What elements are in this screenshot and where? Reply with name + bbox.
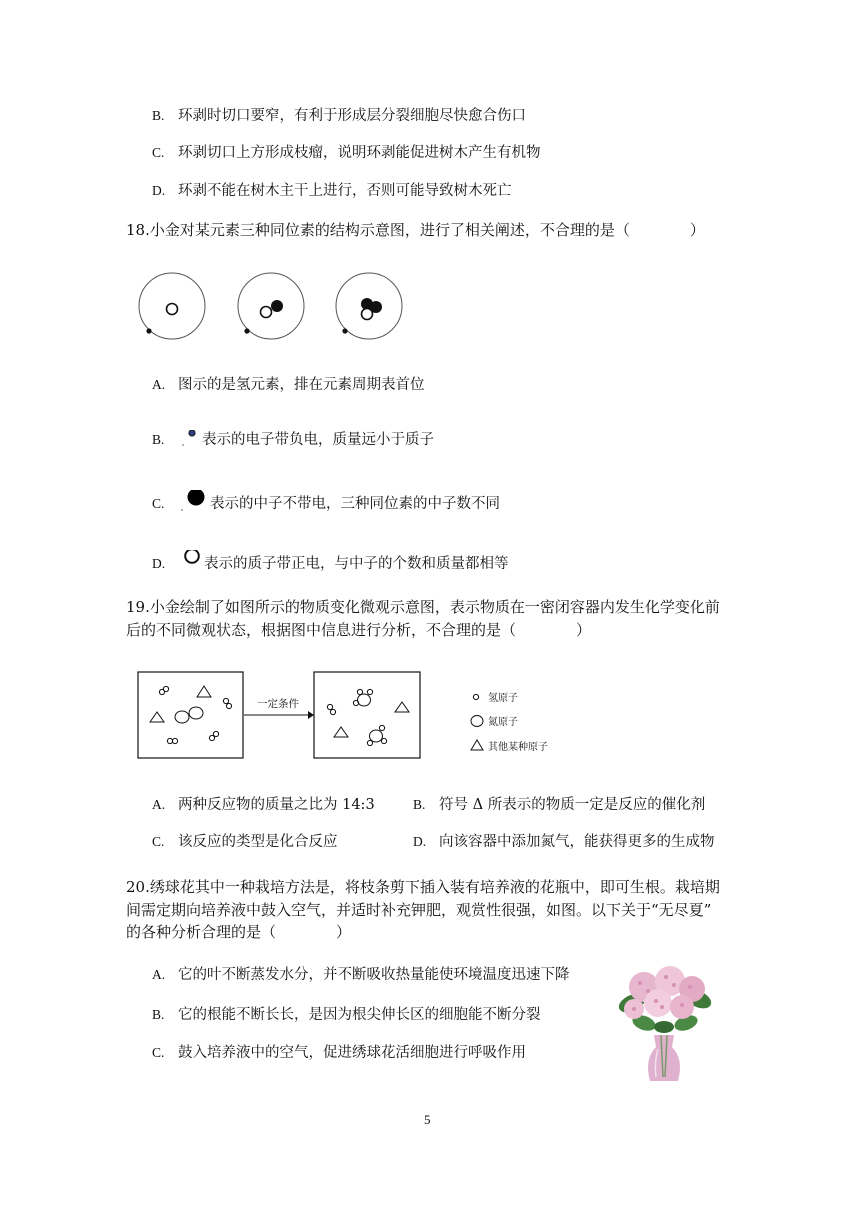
arrow-label: 一定条件 bbox=[257, 698, 299, 710]
q19-stem-line1: 19.小金绘制了如图所示的物质变化微观示意图，表示物质在一密闭容器内发生化学变化前 bbox=[126, 598, 720, 616]
q19-option-d bbox=[413, 832, 715, 852]
option-letter: C. bbox=[152, 145, 165, 160]
q17-option-c bbox=[152, 143, 541, 163]
option-letter: C. bbox=[152, 1045, 165, 1060]
option-letter: D. bbox=[152, 556, 166, 571]
q18-option-b bbox=[152, 430, 434, 450]
option-letter: D. bbox=[152, 183, 166, 198]
option-letter: B. bbox=[152, 108, 165, 123]
option-letter: A. bbox=[152, 797, 166, 812]
q18-stem: 18.小金对某元素三种同位素的结构示意图，进行了相关阐述，不合理的是（ ） bbox=[126, 221, 705, 239]
option-letter: B. bbox=[152, 1007, 165, 1022]
option-letter: B. bbox=[152, 432, 165, 447]
q19-option-c bbox=[152, 832, 338, 852]
option-text: 两种反应物的质量之比为 14:3 bbox=[178, 797, 375, 813]
proton bbox=[261, 307, 272, 318]
legend-hydrogen-icon bbox=[473, 694, 478, 699]
option-text: 环剥时切口要窄，有利于形成层分裂细胞尽快愈合伤口 bbox=[178, 108, 526, 124]
q18-isotope-diagram bbox=[130, 266, 420, 346]
electron bbox=[244, 328, 249, 333]
isotope-1 bbox=[139, 273, 205, 339]
after-particles bbox=[327, 689, 409, 745]
proton-symbol-icon bbox=[178, 550, 204, 574]
isotope-2 bbox=[238, 273, 304, 339]
before-particles bbox=[150, 686, 232, 744]
option-text: 它的根能不断长长，是因为根尖伸长区的细胞能不断分裂 bbox=[178, 1007, 541, 1023]
legend-other-icon bbox=[471, 740, 483, 750]
option-text: 表示的电子带负电，质量远小于质子 bbox=[202, 432, 434, 448]
option-letter: D. bbox=[413, 834, 427, 849]
proton bbox=[362, 309, 373, 320]
q18-option-a bbox=[152, 375, 425, 395]
option-letter: B. bbox=[413, 797, 426, 812]
option-text: 环剥切口上方形成枝瘤，说明环剥能促进树木产生有机物 bbox=[178, 145, 541, 161]
q19-option-a bbox=[152, 795, 375, 815]
legend-other-label: 其他某种原子 bbox=[488, 742, 548, 753]
isotope-3 bbox=[336, 273, 402, 339]
q19-reaction-diagram bbox=[136, 670, 736, 760]
hydrangea-vase-image bbox=[614, 965, 714, 1087]
q18-option-c bbox=[152, 490, 500, 514]
option-letter: A. bbox=[152, 967, 166, 982]
neutron bbox=[271, 300, 283, 312]
neutron-symbol-icon bbox=[178, 490, 210, 514]
option-text: 表示的中子不带电，三种同位素的中子数不同 bbox=[210, 496, 500, 512]
after-box bbox=[314, 672, 420, 758]
option-letter: C. bbox=[152, 496, 165, 511]
q20-option-b bbox=[152, 1005, 541, 1025]
legend-nitrogen-label: 氮原子 bbox=[488, 717, 518, 728]
q20-option-a bbox=[152, 965, 570, 985]
proton bbox=[167, 304, 178, 315]
option-text: 符号 Δ 所表示的物质一定是反应的催化剂 bbox=[439, 797, 706, 813]
flower-heads bbox=[624, 966, 705, 1019]
option-text: 它的叶不断蒸发水分，并不断吸收热量能使环境温度迅速下降 bbox=[178, 967, 570, 983]
legend-nitrogen-icon bbox=[471, 716, 483, 727]
electron-symbol-icon bbox=[178, 430, 202, 450]
q19-stem-line2: 后的不同微观状态，根据图中信息进行分析，不合理的是（ ） bbox=[126, 621, 592, 639]
q20-stem-line2: 间需定期向培养液中鼓入空气，并适时补充钾肥，观赏性很强，如图。以下关于“无尽夏” bbox=[126, 901, 712, 919]
option-letter: C. bbox=[152, 834, 165, 849]
option-text: 向该容器中添加氮气，能获得更多的生成物 bbox=[439, 834, 715, 850]
option-text: 环剥不能在树木主干上进行，否则可能导致树木死亡 bbox=[178, 183, 512, 199]
option-text: 鼓入培养液中的空气，促进绣球花活细胞进行呼吸作用 bbox=[178, 1045, 526, 1061]
q20-option-c bbox=[152, 1043, 526, 1063]
q17-option-d bbox=[152, 181, 512, 201]
option-text: 该反应的类型是化合反应 bbox=[178, 834, 338, 850]
q17-option-b bbox=[152, 106, 526, 126]
q20-stem-line1: 20.绣球花其中一种栽培方法是，将枝条剪下插入装有培养液的花瓶中，即可生根。栽培期 bbox=[126, 878, 720, 896]
option-text: 表示的质子带正电，与中子的个数和质量都相等 bbox=[204, 556, 509, 572]
before-box bbox=[138, 672, 243, 758]
electron bbox=[342, 328, 347, 333]
electron bbox=[146, 328, 151, 333]
q18-option-d bbox=[152, 550, 509, 574]
q19-option-b bbox=[413, 795, 705, 815]
option-letter: A. bbox=[152, 377, 166, 392]
q20-stem-line3: 的各种分析合理的是（ ） bbox=[126, 923, 352, 941]
option-text: 图示的是氢元素，排在元素周期表首位 bbox=[178, 377, 425, 393]
page-number: 5 bbox=[424, 1112, 431, 1127]
legend-hydrogen-label: 氢原子 bbox=[488, 693, 518, 704]
legend bbox=[471, 691, 548, 753]
vase bbox=[648, 1035, 680, 1081]
